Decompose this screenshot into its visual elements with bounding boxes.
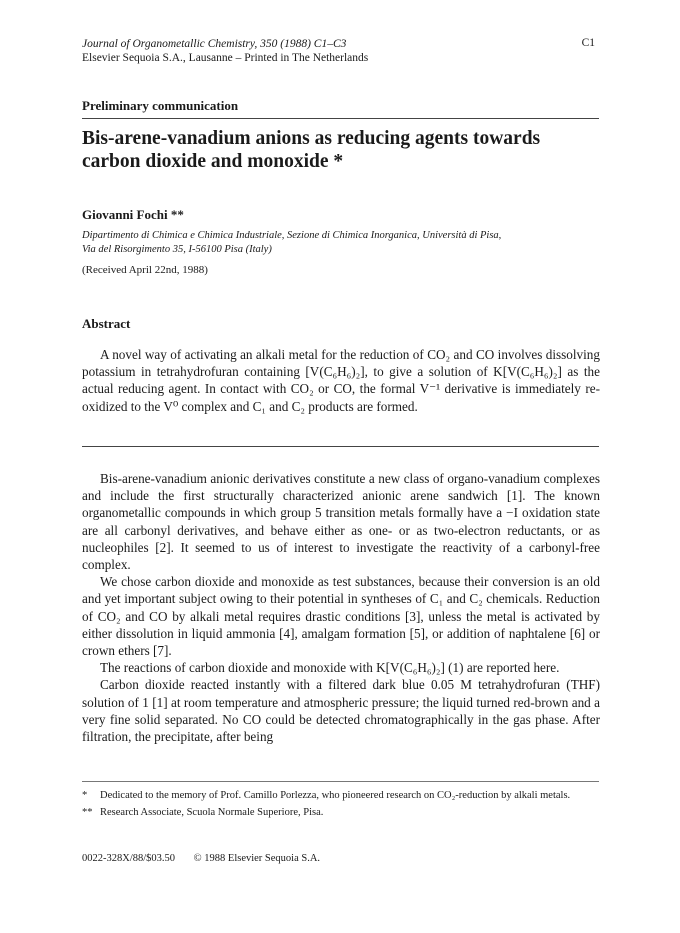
abstract-text [82,346,600,415]
footnote-divider [82,781,599,782]
footnote-text: Research Associate, Scuola Normale Superiore, Pisa. [100,806,324,818]
footnote [82,789,600,803]
copyright-notice: © 1988 Elsevier Sequoia S.A. [193,853,321,864]
divider-top [82,118,599,119]
body-paragraph: Carbon dioxide reacted instantly with a filtered dark blue 0.05 M tetrahydrofuran (THF) solution of 1 [1] at room temperature and atmospheric pressure; the liquid turned red-brown and a very fine solid separated. No CO could be detected chromatographically in the gas phase. After filtration, the precipitate, after being [82,677,600,745]
affiliation-line: Via del Risorgimento 35, I-56100 Pisa (Italy) [82,243,272,255]
article-title: Bis-arene-vanadium anions as reducing agents towards carbon dioxide and monoxide * [82,128,541,172]
footnotes [82,789,600,822]
page-number: C1 [581,37,595,49]
received-date: (Received April 22nd, 1988) [82,264,208,276]
divider-abstract-end [82,446,599,447]
body-paragraph: The reactions of carbon dioxide and monoxide with K[V(C₆H₆)₂] (1) are reported here. [100,660,560,676]
section-label: Preliminary communication [82,98,239,113]
abstract-heading: Abstract [82,316,131,331]
author-affiliation [82,229,602,256]
article-body [82,470,600,745]
issn-price: 0022-328X/88/$03.50 [82,853,176,864]
footnote-text: Dedicated to the memory of Prof. Camillo Porlezza, who pioneered research on CO₂-reduction by alkali metals. [100,790,571,801]
bottom-imprint [82,853,336,864]
body-paragraph: Bis-arene-vanadium anionic derivatives constitute a new class of organo-vanadium complexes and include the first structurally characterized anionic arene sandwich [1]. The known organometallic compounds in which group 5 transition metals formally have a −I oxidation state are all carbonyl derivatives, and behave either as one- or as two-electron reductants, or as nucleophiles [2]. It seemed to us of interest to investigate the reactivity of a carbonyl-free complex. [82,471,600,573]
footnote-mark: * [82,790,88,801]
affiliation-line: Dipartimento di Chimica e Chimica Industriale, Sezione di Chimica Inorganica, Università di Pisa, [82,230,502,241]
abstract-paragraph: A novel way of activating an alkali metal for the reduction of CO₂ and CO involves dissolving potassium in tetrahydrofuran containing [V(C₆H₆)₂], to give a solution of K[V(C₆H₆)₂] as the actual reducing agent. In contact with CO₂ or CO, the formal V⁻¹ derivative is immediately re-oxidized to the V⁰ complex and C₁ and C₂ products are formed. [82,347,600,414]
publisher-line: Elsevier Sequoia S.A., Lausanne – Printed in The Netherlands [82,52,369,64]
footnote-mark: ** [82,806,93,818]
footnote [82,806,600,820]
journal-citation: Journal of Organometallic Chemistry, 350 (1988) C1–C3 [82,38,347,50]
author-name: Giovanni Fochi ** [82,207,184,222]
body-paragraph: We chose carbon dioxide and monoxide as test substances, because their conversion is an old and yet important subject owing to their potential in syntheses of C₁ and C₂ chemicals. Reduction of CO₂ and CO by alkali metal requires drastic conditions [3], unless the metal is activated by either dissolution in liquid ammonia [4], amalgam formation [5], or addition of naphtalene [6] or crown ethers [7]. [82,574,600,659]
